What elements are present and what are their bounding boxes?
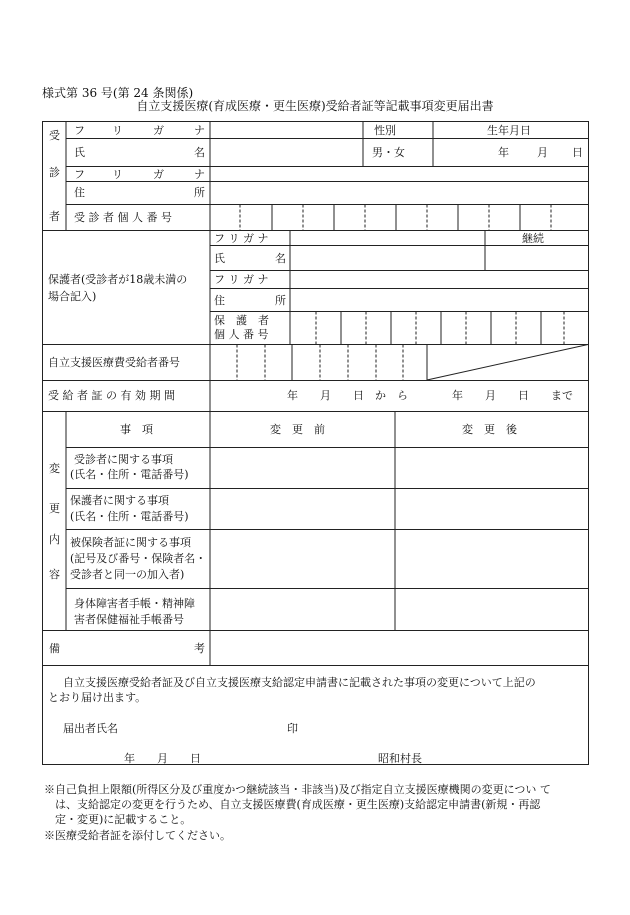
gender-label: 性別 bbox=[374, 124, 396, 137]
guardian-name-label-1: 氏 bbox=[214, 252, 225, 265]
note-line-2: は、支給認定の変更を行うため、自立支援医療費(育成医療・更生医療)支給認定申請書(新規・再認 bbox=[44, 798, 541, 811]
change-row-3-line3: 受診者と同一の加入者) bbox=[70, 568, 185, 581]
patient-address-label-2: 所 bbox=[194, 186, 205, 199]
patient-address-furigana-2: リ bbox=[112, 168, 123, 181]
change-side-char-2: 更 bbox=[49, 502, 60, 515]
change-side-char-4: 容 bbox=[49, 568, 60, 581]
patient-address-furigana-4: ナ bbox=[194, 168, 205, 181]
patient-address-furigana-3: ガ bbox=[153, 168, 164, 181]
change-row-1-line2: (氏名・住所・電話番号) bbox=[70, 468, 189, 481]
patient-address-label-1: 住 bbox=[74, 186, 85, 199]
change-side-char-3: 内 bbox=[49, 533, 60, 546]
patient-individual-no-label: 受 診 者 個 人 番 号 bbox=[74, 211, 172, 224]
guardian-name-label-2: 名 bbox=[275, 252, 286, 265]
change-row-4-line2: 害者保健福祉手帳番号 bbox=[74, 613, 184, 626]
guardian-address-label-1: 住 bbox=[214, 294, 225, 307]
birth-month-label: 月 bbox=[537, 146, 548, 159]
patient-group-char-3: 者 bbox=[49, 210, 60, 223]
applicant-name-label: 届出者氏名 bbox=[63, 722, 118, 735]
seal-mark: 印 bbox=[287, 722, 298, 735]
patient-address-furigana-1: フ bbox=[74, 168, 85, 181]
patient-furigana-label-2: リ bbox=[112, 124, 123, 137]
guardian-no-label-line2: 個 人 番 号 bbox=[214, 328, 269, 341]
patient-group-char-2: 診 bbox=[49, 166, 60, 179]
declaration-date: 年 月 日 bbox=[124, 752, 201, 765]
birth-year-label: 年 bbox=[498, 146, 509, 159]
birth-date-label: 生年月日 bbox=[487, 124, 531, 137]
patient-group-char-1: 受 bbox=[49, 129, 60, 142]
patient-name-label-1: 氏 bbox=[74, 146, 85, 159]
guardian-furigana-label: フ リ ガ ナ bbox=[214, 232, 269, 245]
guardian-label-line1: 保護者(受診者が18歳未満の bbox=[48, 273, 188, 286]
note-line-1: ※自己負担上限額(所得区分及び重度かつ継続該当・非該当)及び指定自立支援医療機関の変更につい て bbox=[44, 783, 551, 796]
change-row-3-line1: 被保険者証に関する事項 bbox=[70, 536, 191, 549]
guardian-label-line2: 場合記入) bbox=[48, 290, 97, 303]
col-header-item: 事 項 bbox=[120, 423, 153, 436]
recipient-no-label: 自立支援医療費受給者番号 bbox=[48, 356, 180, 369]
gender-options[interactable]: 男・女 bbox=[372, 146, 405, 159]
continue-label: 継続 bbox=[522, 232, 544, 245]
remarks-label-2: 考 bbox=[194, 642, 205, 655]
birth-day-label: 日 bbox=[572, 146, 583, 159]
mayor-label: 昭和村長 bbox=[378, 752, 422, 765]
patient-furigana-label-3: ガ bbox=[153, 124, 164, 137]
change-row-2-line1: 保護者に関する事項 bbox=[70, 494, 169, 507]
form-title: 自立支援医療(育成医療・更生医療)受給者証等記載事項変更届出書 bbox=[136, 99, 494, 113]
note-line-4: ※医療受給者証を添付してください。 bbox=[44, 829, 231, 842]
col-header-before: 変 更 前 bbox=[270, 423, 325, 436]
change-row-4-line1: 身体障害者手帳・精神障 bbox=[74, 597, 195, 610]
change-row-1-line1: 受診者に関する事項 bbox=[74, 453, 173, 466]
change-row-2-line2: (氏名・住所・電話番号) bbox=[70, 510, 189, 523]
change-row-3-line2: (記号及び番号・保険者名・ bbox=[70, 552, 207, 565]
validity-label: 受 給 者 証 の 有 効 期 間 bbox=[48, 389, 175, 402]
patient-furigana-label-4: ナ bbox=[194, 124, 205, 137]
declaration-line1: 自立支援医療受給者証及び自立支援医療支給認定申請書に記載された事項の変更について上記の bbox=[63, 676, 536, 689]
change-side-char-1: 変 bbox=[49, 462, 60, 475]
note-line-3: 定・変更)に記載すること。 bbox=[44, 813, 192, 826]
guardian-address-furigana-label: フ リ ガ ナ bbox=[214, 273, 269, 286]
validity-period-text: 年 月 日 か ら 年 月 日 まで bbox=[287, 389, 573, 402]
form-number: 様式第 36 号(第 24 条関係) bbox=[42, 86, 194, 100]
patient-furigana-label-1: フ bbox=[74, 124, 85, 137]
declaration-line2: とおり届け出ます。 bbox=[48, 691, 147, 704]
remarks-label-1: 備 bbox=[49, 642, 60, 655]
patient-name-label-2: 名 bbox=[194, 146, 205, 159]
col-header-after: 変 更 後 bbox=[462, 423, 517, 436]
guardian-no-label-line1: 保 護 者 bbox=[214, 314, 269, 327]
guardian-address-label-2: 所 bbox=[275, 294, 286, 307]
